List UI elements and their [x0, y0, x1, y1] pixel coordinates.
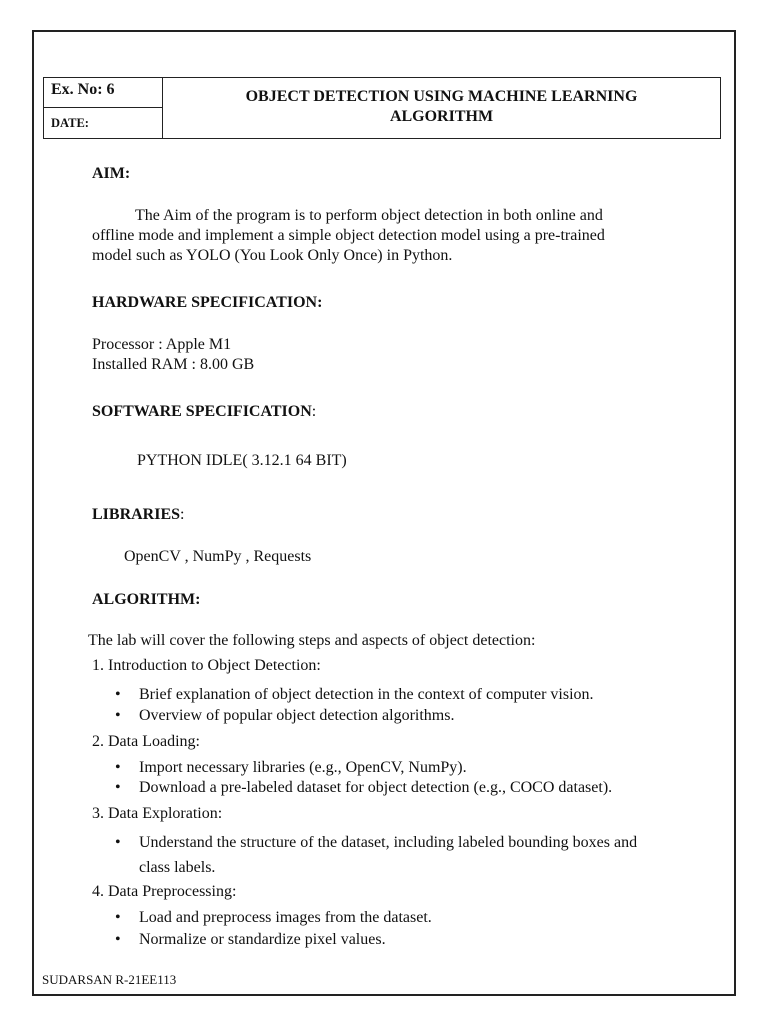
software-colon: : — [311, 403, 317, 420]
step-4-title: 4. Data Preprocessing: — [92, 883, 237, 900]
algorithm-intro: The lab will cover the following steps and aspects of object detection: — [88, 632, 536, 649]
aim-line-1: The Aim of the program is to perform object detection in both online and — [135, 207, 603, 224]
step-3-title: 3. Data Exploration: — [92, 805, 223, 822]
bullet-icon: • — [115, 909, 121, 926]
aim-heading: AIM: — [92, 165, 131, 182]
exercise-number: Ex. No: 6 — [44, 78, 162, 108]
algorithm-heading: ALGORITHM: — [92, 591, 201, 608]
libraries-heading-line — [92, 505, 184, 525]
hardware-heading: HARDWARE SPECIFICATION: — [92, 294, 323, 311]
software-heading: SOFTWARE SPECIFICATION — [92, 403, 312, 420]
footer-author: SUDARSAN R-21EE113 — [42, 972, 177, 987]
software-value: PYTHON IDLE( 3.12.1 64 BIT) — [137, 452, 347, 469]
hardware-ram: Installed RAM : 8.00 GB — [92, 356, 255, 373]
title-line-1: OBJECT DETECTION USING MACHINE LEARNING — [245, 87, 638, 105]
bullet-icon: • — [115, 707, 121, 724]
libraries-colon: : — [180, 506, 185, 523]
libraries-value: OpenCV , NumPy , Requests — [124, 548, 312, 565]
header-table — [43, 77, 721, 139]
hardware-processor: Processor : Apple M1 — [92, 336, 232, 353]
aim-line-3: model such as YOLO (You Look Only Once) in Python. — [92, 247, 453, 264]
bullet-icon: • — [115, 779, 121, 796]
software-heading-line — [92, 402, 316, 422]
header-left-column — [44, 78, 163, 138]
title-line-2: ALGORITHM — [389, 107, 494, 125]
bullet-icon: • — [115, 931, 121, 948]
step-1-title: 1. Introduction to Object Detection: — [92, 657, 321, 674]
bullet-icon: • — [115, 834, 121, 851]
bullet-icon: • — [115, 759, 121, 776]
aim-line-2: offline mode and implement a simple object detection model using a pre-trained — [92, 227, 605, 244]
libraries-heading: LIBRARIES — [92, 506, 181, 523]
bullet-icon: • — [115, 686, 121, 703]
step-2-title: 2. Data Loading: — [92, 733, 200, 750]
document-title — [163, 78, 720, 138]
date-label: DATE: — [51, 116, 89, 130]
